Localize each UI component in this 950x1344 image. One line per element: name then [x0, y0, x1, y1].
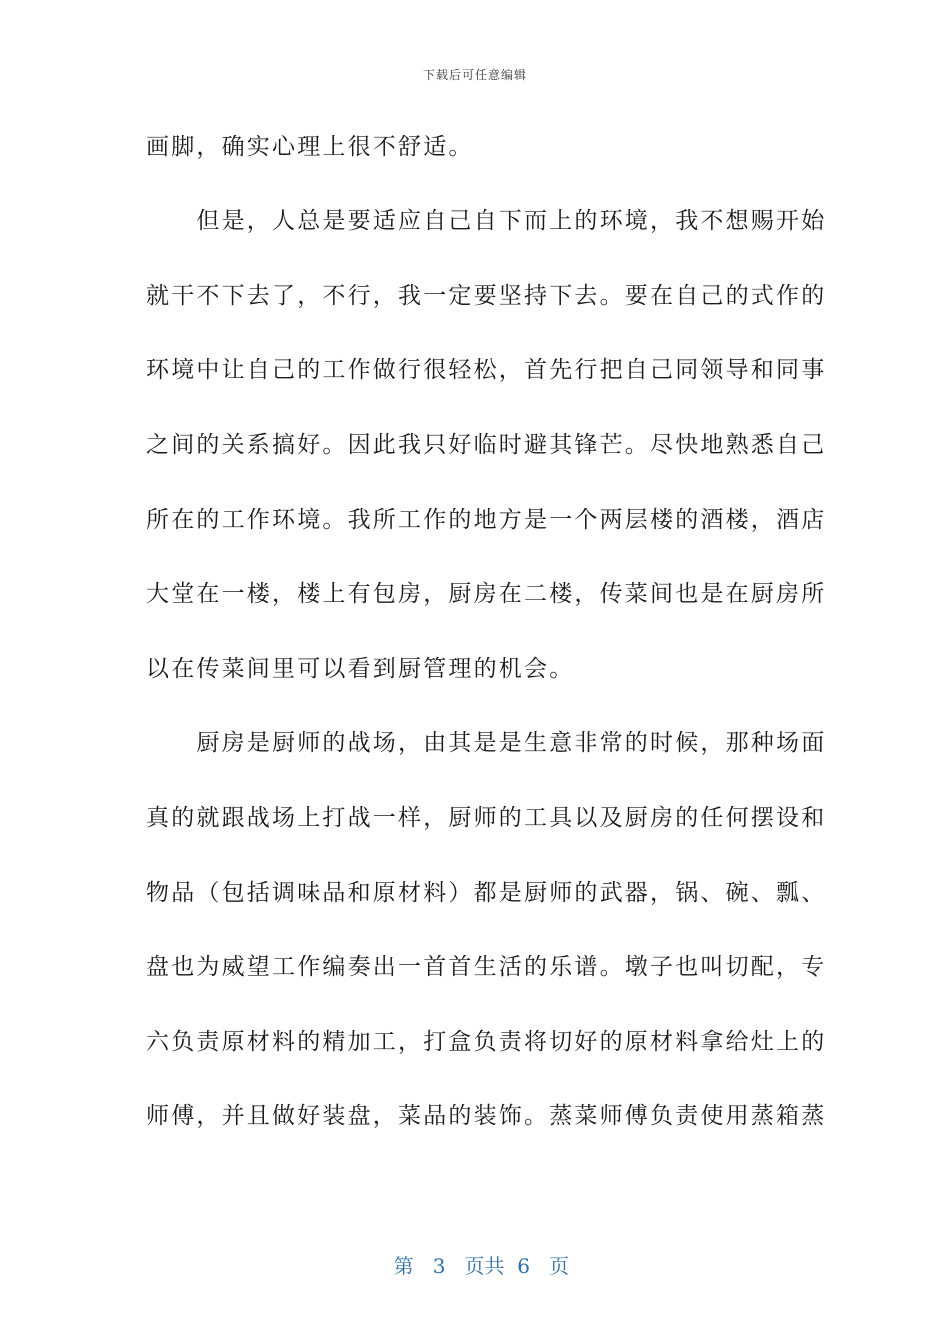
- page-footer: [0, 1226, 950, 1279]
- text-line: 以在传菜间里可以看到厨管理的机会。: [146, 656, 575, 682]
- text-line: 就干不下去了，不行，我一定要坚持下去。要在自己的式作的: [146, 283, 827, 309]
- page-header: 下载后可任意编辑: [422, 68, 527, 82]
- text-line: 师傅，并且做好装盘，菜品的装饰。蒸菜师傅负责使用蒸箱蒸: [146, 1103, 827, 1129]
- footer-suffix: 页: [549, 1254, 570, 1278]
- footer-prefix: 第: [393, 1254, 414, 1278]
- text-line: 真的就跟战场上打战一样，厨师的工具以及厨房的任何摆设和: [146, 805, 827, 831]
- text-line: 画脚，确实心理上很不舒适。: [146, 134, 474, 160]
- text-line: 厨房是厨师的战场，由其是是生意非常的时候，那种场面: [146, 730, 827, 756]
- text-line: 盘也为威望工作编奏出一首首生活的乐谱。墩子也叫切配，专: [146, 954, 827, 980]
- text-line: 但是，人总是要适应自己自下而上的环境，我不想赐开始: [146, 208, 827, 234]
- text-line: 环境中让自己的工作做行很轻松，首先行把自己同领导和同事: [146, 357, 827, 383]
- text-line: 物品（包括调味品和原材料）都是厨师的武器，锅、碗、瓢、: [146, 880, 827, 906]
- text-line: 六负责原材料的精加工，打盒负责将切好的原材料拿给灶上的: [146, 1029, 827, 1055]
- text-line: 所在的工作环境。我所工作的地方是一个两层楼的酒楼，酒店: [146, 507, 827, 533]
- footer-middle: 页共: [464, 1254, 505, 1278]
- footer-page-number: 3: [432, 1254, 446, 1278]
- text-line: 之间的关系搞好。因此我只好临时避其锋芒。尽快地熟悉自己: [146, 432, 827, 458]
- footer-total-pages: 6: [517, 1254, 530, 1278]
- text-line: 大堂在一楼，楼上有包房，厨房在二楼，传菜间也是在厨房所: [146, 581, 827, 607]
